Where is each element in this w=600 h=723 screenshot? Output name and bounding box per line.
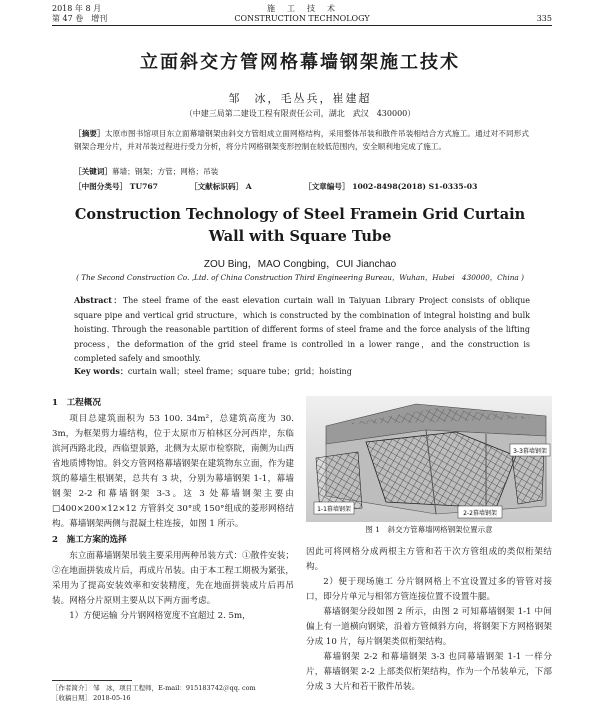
received-date: ［收稿日期］ 2018-05-16 <box>52 694 131 702</box>
figure-label-3-3: 3-3幕墙钢架 <box>513 448 547 455</box>
author-info: ［作者简介］ 邹 冰，项目工程师，E-mail：915183742＠qq. com <box>52 684 256 692</box>
keywords-en-text: curtain wall；steel frame；square tube；grid；hoisting <box>127 367 352 376</box>
right-paragraph-4: 幕墙钢架 2-2 和幕墙钢架 3-3 也同幕墙钢架 1-1 一样分片，幕墙钢架 2-2 上部类似桁架结构，作为一个吊装单元，下部分成 3 大片和若干散件吊装。 <box>306 652 552 692</box>
page-header <box>52 4 552 26</box>
abstract-en <box>74 293 530 367</box>
body-left-column <box>52 395 294 624</box>
volume-info: 第 47 卷 增刊 <box>52 14 108 23</box>
abstract-cn-text: 太原市图书馆项目东立面幕墙钢架由斜交方管组成立面网格结构，采用整体吊装和散件吊装相结合方式施工。通过对不同形式钢架合理分片，并对吊装过程进行受力分析，将分片网格钢架变形控制在较低范围内，安全顺利地完成了施工。 <box>74 129 529 151</box>
steel-frame-rendering <box>306 396 552 522</box>
abstract-cn <box>74 128 529 153</box>
clc-number: ［中图分类号］ TU767 <box>74 182 158 191</box>
affiliation-en: ( The Second Construction Co. ,Ltd. of China Construction Third Engineering Bureau，Wuhan，Hubei 430000，China ) <box>76 273 524 282</box>
section2-paragraph-2: 1）方便运输 分片钢网格宽度不宜超过 2. 5m， <box>69 611 251 621</box>
keywords-cn <box>74 166 218 177</box>
authors-en: ZOU Bing，MAO Congbing，CUI Jianchao <box>203 259 397 270</box>
abstract-cn-label: ［摘要］ <box>74 129 105 138</box>
document-code: ［文献标识码］ A <box>190 182 252 191</box>
right-paragraph-3: 幕墙钢架分段如图 2 所示，由图 2 可知幕墙钢架 1-1 中间偏上有一道横向钢梁，沿着方管倾斜方向，将钢架下方网格钢架分成 10 片，每片钢架类似桁架结构。 <box>306 607 552 647</box>
section2-title: 2 施工方案的选择 <box>52 535 127 545</box>
section1-paragraph: 项目总建筑面积为 53 100. 34m²，总建筑高度为 30. 3m，为框架剪力墙结构，位于太原市万柏林区分河西岸，东临滨河西路北段，西临望景路，北侧为太原市检察院，南侧为山西省地质博物馆。斜交方管网格幕墙钢架在建筑物东立面，作为建筑的幕墙生根钢架，总共有 3 块，分别为幕墙钢架 1-1，幕墙钢架 2-2 和幕墙钢架 3-3。这 3 处幕墙钢架主要由□400×200×12×12 方管斜交 30°或 150°组成的菱形网格结构。幕墙钢架两侧与混凝土柱连接，如图 1 所示。 <box>52 414 294 529</box>
body-right-column <box>306 545 552 695</box>
section1-title: 1 工程概况 <box>52 398 101 408</box>
right-paragraph-2: 2）便于现场施工 分片钢网格上不宜设置过多的管管对接口，即分片单元与相邻方管连接位置不设置牛腿。 <box>306 577 552 602</box>
figure-1 <box>306 396 552 522</box>
title-en <box>0 204 600 248</box>
title-en-line2: Wall with Square Tube <box>208 228 392 245</box>
keywords-cn-text: 幕墙；钢架；方管；网格；吊装 <box>111 167 219 176</box>
header-rule <box>52 25 552 26</box>
keywords-cn-label: ［关键词］ <box>74 167 112 176</box>
abstract-en-text: The steel frame of the east elevation curtain wall in Taiyuan Library Project consists of oblique square pipe and vertical grid structure，which is constructed by the combination of integral hoisting and bulk hoisting. Through the reasonable partition of different forms of steel frame and the force analysis of the lifting process，the deformation of the grid steel frame is controlled in a lower range，and the construction is completed safely and smoothly. <box>74 296 530 364</box>
footnote-rule <box>52 680 132 681</box>
keywords-en-label: Key words： <box>74 366 128 376</box>
abstract-en-label: Abstract： <box>74 295 123 305</box>
journal-name-cn: 施 工 技 术 <box>267 4 337 13</box>
figure-label-1-1: 1-1幕墙钢架 <box>317 506 351 513</box>
right-paragraph-1: 因此可将网格分成两根主方管和若干次方管组成的类似桁架结构。 <box>306 547 552 572</box>
journal-name-en: CONSTRUCTION TECHNOLOGY <box>234 14 370 23</box>
title-en-line1: Construction Technology of Steel Framein Grid Curtain <box>74 206 526 223</box>
section2-paragraph-1: 东立面幕墙钢架吊装主要采用两种吊装方式：①散件安装；②在地面拼装成片后，再成片吊装。由于本工程工期极为紧张，采用为了提高安装效率和安装精度，先在地面拼装成片后再吊装。网格分片原则主要从以下两方面考虑。 <box>52 551 294 606</box>
figure-label-2-2: 2-2幕墙钢架 <box>463 510 497 517</box>
figure-1-caption: 图 1 斜交方管幕墙网格钢架位置示意 <box>365 525 493 534</box>
affiliation-cn: （中建三局第二建设工程有限责任公司，湖北 武汉 430000） <box>184 109 416 118</box>
authors-cn: 邹 冰，毛丛兵，崔建超 <box>228 92 372 105</box>
page-number: 335 <box>536 14 552 23</box>
footnote <box>52 683 294 703</box>
issue-date: 2018 年 8 月 <box>52 4 102 13</box>
keywords-en <box>74 366 352 377</box>
header-center <box>52 4 552 24</box>
article-number: ［文章编号］ 1002-8498(2018) S1-0335-03 <box>304 182 478 191</box>
title-cn: 立面斜交方管网格幕墙钢架施工技术 <box>140 52 460 73</box>
